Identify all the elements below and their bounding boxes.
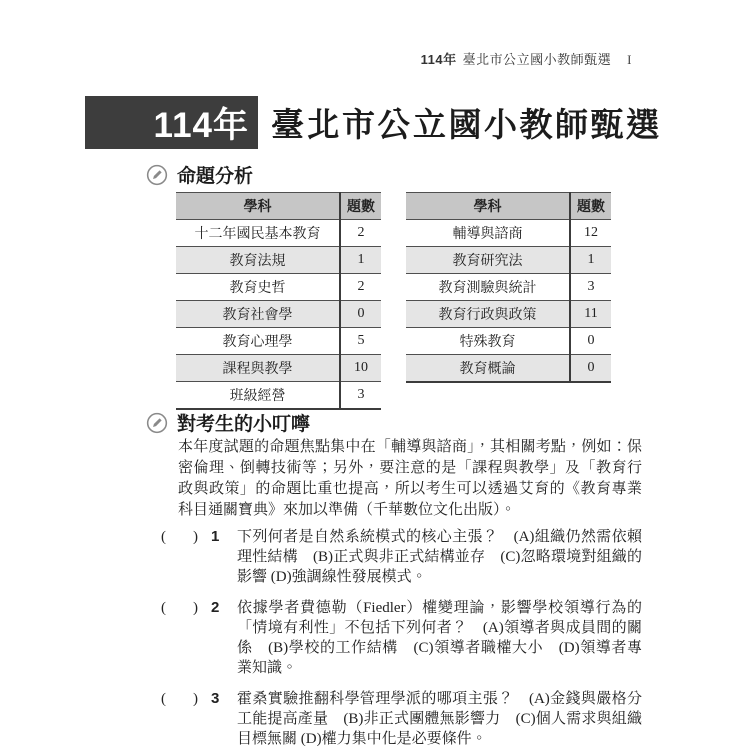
table-row <box>176 382 381 410</box>
question-number: 1 <box>211 528 220 545</box>
table-row <box>406 301 611 328</box>
subject-cell: 十二年國民基本教育 <box>176 220 340 247</box>
subject-cell: 特殊教育 <box>406 328 570 355</box>
chapter-title: 臺北市公立國小教師甄選 <box>271 106 662 143</box>
subject-cell: 教育測驗與統計 <box>406 274 570 301</box>
subject-cell: 班級經營 <box>176 382 340 410</box>
count-cell: 1 <box>587 252 595 267</box>
question-item <box>161 689 642 749</box>
running-header-year: 114年 <box>420 52 457 67</box>
table-row <box>176 301 381 328</box>
question-text: 下列何者是自然系統模式的核心主張？ (A)組織仍然需依賴理性結構 (B)正式與非正式結構並存 (C)忽略環境對組織的影響 (D)強調線性發展模式。 <box>237 529 642 585</box>
tips-section-heading <box>146 409 310 436</box>
pencil-circle-icon <box>146 164 168 186</box>
answer-blank <box>161 598 198 618</box>
banner-year-box <box>85 96 258 149</box>
answer-blank <box>161 689 198 709</box>
running-header <box>421 49 632 68</box>
table-row <box>406 328 611 355</box>
table-row <box>406 220 611 247</box>
answer-blank <box>161 527 198 547</box>
count-cell: 2 <box>357 279 365 294</box>
paren-close: ) <box>193 691 198 707</box>
question-list <box>161 527 642 749</box>
col-header-count: 題數 <box>340 193 381 220</box>
question-item <box>161 527 642 587</box>
count-cell: 10 <box>354 360 368 375</box>
banner-year: 114年 <box>153 105 249 145</box>
count-cell: 3 <box>357 387 365 402</box>
subject-cell: 教育法規 <box>176 247 340 274</box>
paren-close: ) <box>193 529 198 545</box>
analysis-heading-label: 命題分析 <box>177 166 254 187</box>
subject-cell: 輔導與諮商 <box>406 220 570 247</box>
table-header-row <box>176 193 381 220</box>
subject-cell: 教育行政與政策 <box>406 301 570 328</box>
count-cell: 0 <box>587 360 595 375</box>
count-cell: 5 <box>357 333 365 348</box>
paren-close: ) <box>193 600 198 616</box>
subject-table-right <box>406 192 611 383</box>
subject-cell: 教育心理學 <box>176 328 340 355</box>
table-row <box>176 355 381 382</box>
subject-table-left <box>176 192 381 410</box>
analysis-tables <box>176 192 611 410</box>
col-header-subject: 學科 <box>406 193 570 220</box>
question-text: 霍桑實驗推翻科學管理學派的哪項主張？ (A)金錢與嚴格分工能提高產量 (B)非正式團體無影響力 (C)個人需求與組織目標無關 (D)權力集中化是必要條件。 <box>237 691 642 747</box>
table-row <box>176 220 381 247</box>
count-cell: 12 <box>584 225 598 240</box>
subject-cell: 教育史哲 <box>176 274 340 301</box>
question-number: 3 <box>211 690 220 707</box>
question-number: 2 <box>211 599 220 616</box>
count-cell: 3 <box>587 279 595 294</box>
count-cell: 11 <box>584 306 598 321</box>
count-cell: 2 <box>357 225 365 240</box>
pencil-circle-icon <box>146 412 168 434</box>
question-item <box>161 598 642 678</box>
paren-open: ( <box>161 691 166 707</box>
tips-heading-label: 對考生的小叮嚀 <box>177 414 311 435</box>
subject-cell: 課程與教學 <box>176 355 340 382</box>
table-row <box>406 274 611 301</box>
running-header-title: 臺北市公立國小教師甄選 <box>462 52 612 67</box>
subject-cell: 教育社會學 <box>176 301 340 328</box>
table-row <box>176 274 381 301</box>
table-row <box>406 355 611 383</box>
paren-open: ( <box>161 600 166 616</box>
analysis-section-heading <box>146 161 253 188</box>
count-cell: 0 <box>587 333 595 348</box>
count-cell: 0 <box>357 306 365 321</box>
table-row <box>406 247 611 274</box>
subject-cell: 教育研究法 <box>406 247 570 274</box>
col-header-count: 題數 <box>570 193 611 220</box>
tips-paragraph: 本年度試題的命題焦點集中在「輔導與諮商」，其相關考點，例如：保密倫理、倒轉技術等；另外，要注意的是「課程與教學」及「教育行政與政策」的命題比重也提高，所以考生可以透過艾育的《教育專業科目通關寶典》來加以準備（千華數位文化出版）。 <box>178 439 642 518</box>
table-row <box>176 247 381 274</box>
paren-open: ( <box>161 529 166 545</box>
chapter-banner <box>85 96 662 149</box>
subject-cell: 教育概論 <box>406 355 570 383</box>
question-text: 依據學者費德勒（Fiedler）權變理論，影響學校領導行為的「情境有利性」不包括下列何者？ (A)領導者與成員間的關係 (B)學校的工作結構 (C)領導者職權大小 (D)領導者專業知識。 <box>237 600 642 676</box>
page-number: I <box>627 52 632 67</box>
table-row <box>176 328 381 355</box>
count-cell: 1 <box>357 252 365 267</box>
table-header-row <box>406 193 611 220</box>
col-header-subject: 學科 <box>176 193 340 220</box>
